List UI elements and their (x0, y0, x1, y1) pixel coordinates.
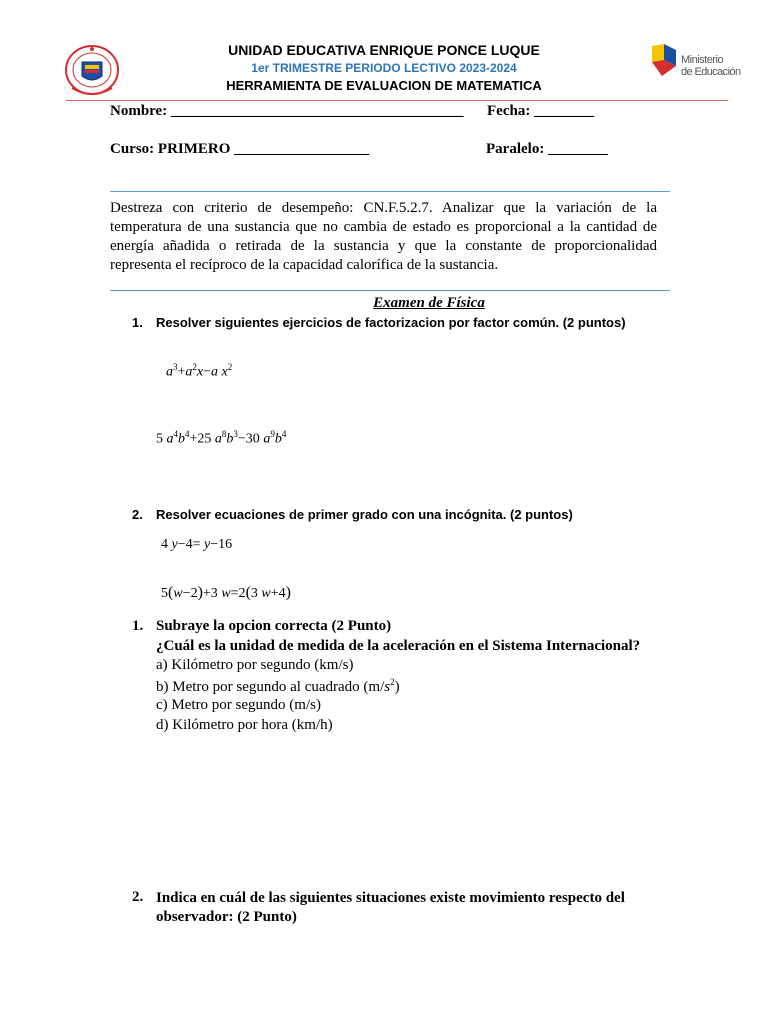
question-3-text: Subraye la opcion correcta (2 Punto) (156, 618, 392, 634)
question-4-number: 2. (132, 889, 144, 905)
trimester-label: 1er TRIMESTRE PERIODO LECTIVO 2023-2024 (251, 61, 517, 75)
question-3-number: 1. (132, 618, 144, 634)
option-c[interactable]: c) Metro por segundo (m/s) (156, 697, 321, 713)
ministry-line1: Ministerio (681, 54, 724, 66)
question-1-text: Resolver siguientes ejercicios de factorizacion por factor común. (2 puntos) (156, 315, 626, 330)
option-b[interactable]: b) Metro por segundo al cuadrado $(m/s^2)$ (156, 677, 400, 695)
header-divider (66, 100, 728, 101)
ministry-line2: de Educación (681, 66, 741, 78)
question-2-number: 2. (132, 507, 143, 522)
school-name: UNIDAD EDUCATIVA ENRIQUE PONCE LUQUE (228, 42, 540, 58)
option-a[interactable]: a) Kilómetro por segundo (km/s) (156, 657, 354, 673)
fecha-field[interactable]: Fecha: ________ (487, 103, 595, 119)
paralelo-field[interactable]: Paralelo: ________ (486, 141, 609, 157)
option-d[interactable]: d) Kilómetro por hora (km/h) (156, 717, 333, 733)
destreza-text: Destreza con criterio de desempeño: CN.F.5.2.7. Analizar que la variación de la temperatura de una sustancia que no cambia de estado es proporcional a la cantidad de energía añadida o retirada de la sustancia y que la constante de proporcionalidad representa el recíproco de la capacidad calorífica de la sustancia. (110, 200, 657, 273)
question-4-text: Indica en cuál de las siguientes situaciones existe movimiento respecto del observador: (2 Punto) (156, 890, 625, 925)
curso-field[interactable]: Curso: PRIMERO __________________ (110, 141, 370, 157)
destreza-top-divider (110, 191, 670, 192)
nombre-field[interactable]: Nombre: _______________________________________ (110, 103, 464, 119)
exam-title: Examen de Física (373, 295, 485, 311)
equation-1: 4 y−4= y−16 (161, 537, 233, 552)
math-expression-1: $a^3+a^2x-a$ $x^2$ (166, 362, 233, 380)
question-3-prompt: ¿Cuál es la unidad de medida de la aceleración en el Sistema Internacional? (156, 638, 641, 654)
option-b-label: b) Metro por segundo al cuadrado (m/ (156, 679, 385, 695)
tool-title: HERRAMIENTA DE EVALUACION DE MATEMATICA (226, 78, 542, 93)
math-expression-2: 5 $a^4b^4+25$ $a^8b^3-30$ $a^9b^4$ (156, 429, 287, 447)
question-2-text: Resolver ecuaciones de primer grado con una incógnita. (2 puntos) (156, 507, 573, 522)
equation-2: 5(w−2)+3 w=2(3 w+4) (161, 584, 291, 601)
destreza-bottom-divider (110, 290, 670, 291)
question-1-number: 1. (132, 315, 143, 330)
